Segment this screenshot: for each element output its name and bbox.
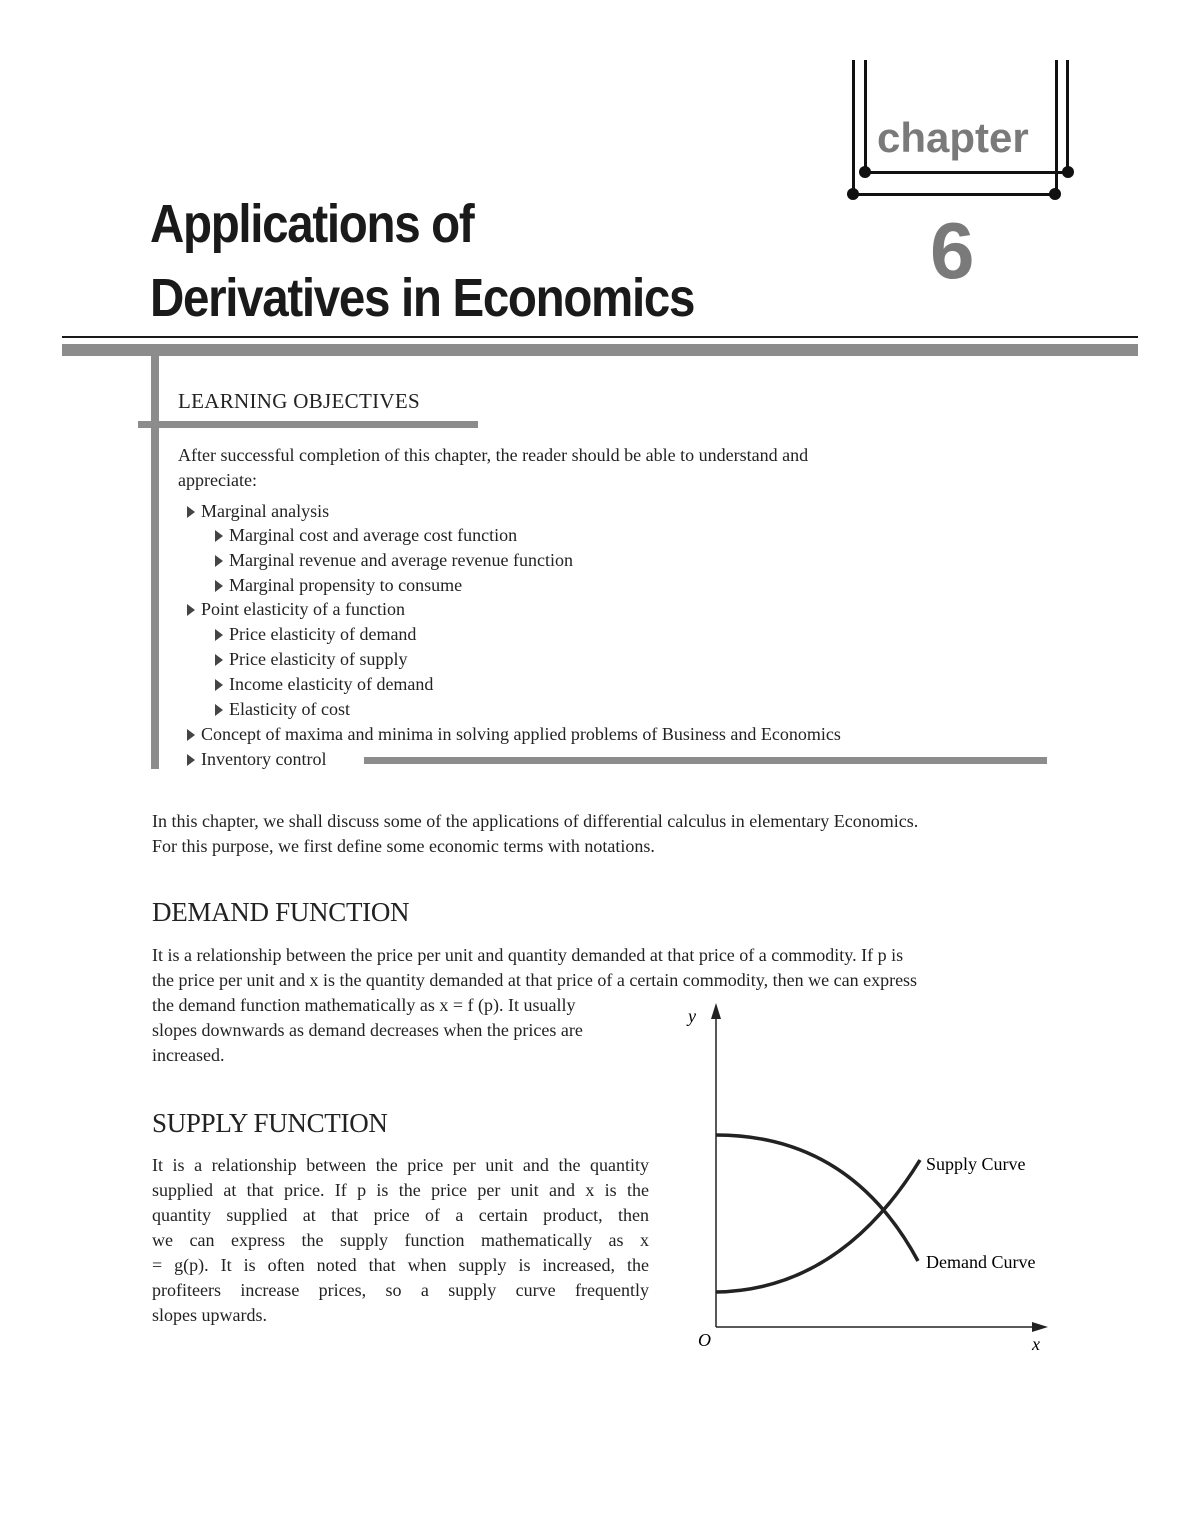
triangle-bullet-icon [215,704,223,716]
x-axis-label: x [1032,1334,1040,1354]
chapter-label: chapter [877,114,1029,161]
demand-curve-label: Demand Curve [926,1252,1036,1272]
chapter-title-line-2: Derivatives in Economics [150,268,695,328]
triangle-bullet-icon [187,729,195,741]
demand-line-4: slopes downwards as demand decreases when the prices are [152,1020,583,1040]
supply-line-5: = g(p). It is often noted that when supply is increased, the [152,1255,649,1275]
list-item: Price elasticity of demand [215,622,416,646]
y-axis-label: y [688,1006,696,1026]
title-rule-thin [62,336,1138,338]
supply-line-6: profiteers increase prices, so a supply curve frequently [152,1280,649,1300]
chapter-title-line-1: Applications of [150,194,474,254]
demand-line-5: increased. [152,1045,225,1065]
list-item: Income elasticity of demand [215,672,433,696]
chapter-number: 6 [930,206,975,295]
objectives-heading-underline [138,421,478,428]
objectives-vertical-bar [151,356,159,769]
supply-demand-graph [680,995,1080,1365]
demand-function-heading: DEMAND FUNCTION [152,897,410,927]
supply-curve [716,1160,920,1292]
supply-line-4: we can express the supply function mathematically as x [152,1230,649,1250]
demand-curve [716,1135,918,1261]
triangle-bullet-icon [187,604,195,616]
triangle-bullet-icon [215,580,223,592]
list-item: Inventory control [187,747,326,771]
intro-line-2: For this purpose, we first define some economic terms with notations. [152,836,655,856]
demand-line-1: It is a relationship between the price per unit and quantity demanded at that price of a commodity. If p is [152,945,904,965]
x-axis-arrow-icon [1032,1322,1048,1332]
origin-label: O [698,1330,711,1350]
demand-line-3: the demand function mathematically as x = f (p). It usually [152,995,576,1015]
intro-line-1: In this chapter, we shall discuss some of the applications of differential calculus in elementary Economics. [152,811,919,831]
supply-line-7: slopes upwards. [152,1305,267,1325]
triangle-bullet-icon [215,530,223,542]
list-item: Marginal revenue and average revenue function [215,548,573,572]
objectives-bottom-rule [364,757,1047,764]
list-item: Elasticity of cost [215,697,350,721]
list-item: Point elasticity of a function [187,597,405,621]
supply-line-2: supplied at that price. If p is the price per unit and x is the [152,1180,649,1200]
list-item: Marginal propensity to consume [215,573,462,597]
list-item: Marginal analysis [187,499,329,523]
supply-line-3: quantity supplied at that price of a certain product, then [152,1205,649,1225]
triangle-bullet-icon [215,679,223,691]
demand-line-2: the price per unit and x is the quantity demanded at that price of a certain commodity, then we can express [152,970,918,990]
learning-objectives-heading: LEARNING OBJECTIVES [178,389,420,413]
list-item: Price elasticity of supply [215,647,407,671]
objectives-intro-line-1: After successful completion of this chapter, the reader should be able to understand and [178,445,809,465]
triangle-bullet-icon [187,754,195,766]
supply-line-1: It is a relationship between the price per unit and the quantity [152,1155,649,1175]
supply-function-heading: SUPPLY FUNCTION [152,1108,388,1138]
y-axis-arrow-icon [711,1003,721,1019]
triangle-bullet-icon [187,506,195,518]
supply-curve-label: Supply Curve [926,1154,1026,1174]
triangle-bullet-icon [215,629,223,641]
title-rule-thick [62,344,1138,356]
list-item: Concept of maxima and minima in solving applied problems of Business and Economics [187,722,841,746]
objectives-intro-line-2: appreciate: [178,470,257,490]
list-item: Marginal cost and average cost function [215,523,517,547]
triangle-bullet-icon [215,555,223,567]
triangle-bullet-icon [215,654,223,666]
